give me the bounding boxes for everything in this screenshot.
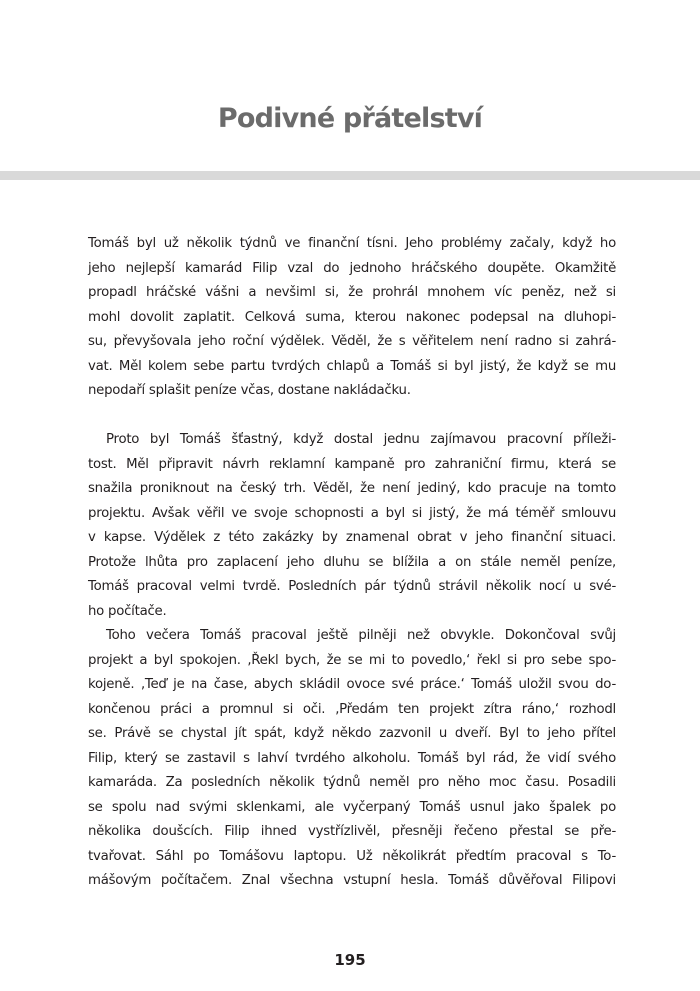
header-divider bbox=[0, 171, 700, 180]
paragraph bbox=[88, 624, 616, 894]
text-line: projektu. Avšak věřil ve svoje schopnosti a byl si jistý, že má téměř smlouvu bbox=[88, 505, 616, 521]
text-line: Tomáš byl už několik týdnů ve finanční tísni. Jeho problémy začaly, když ho bbox=[88, 236, 616, 251]
text-line: ho počítače. bbox=[88, 603, 167, 619]
text-line: několika doušcích. Filip ihned vystřízlivěl, přesněji řečeno přestal se pře- bbox=[88, 824, 616, 839]
paragraph-spacer bbox=[88, 404, 616, 429]
text-line: tost. Měl připravit návrh reklamní kampaně pro zahraniční firmu, která se bbox=[88, 456, 616, 472]
text-line: projekt a byl spokojen. ‚Řekl bych, že se mi to povedlo,‘ řekl si pro sebe spo- bbox=[88, 652, 616, 668]
paragraph bbox=[88, 428, 616, 624]
chapter-header bbox=[0, 0, 700, 171]
text-line: Tomáš pracoval velmi tvrdě. Posledních pár týdnů strávil několik nocí u své- bbox=[88, 579, 616, 594]
text-line: končenou práci a promnul si oči. ‚Předám ten projekt zítra ráno,‘ rozhodl bbox=[88, 701, 616, 717]
text-line: Filip, který se zastavil s lahví tvrdého alkoholu. Tomáš byl rád, že vidí svého bbox=[88, 750, 616, 766]
text-line: propadl hráčské vášni a nevšiml si, že prohrál mnohem víc peněz, než si bbox=[88, 285, 616, 300]
text-line: snažila proniknout na český trh. Věděl, že není jediný, kdo pracuje na tomto bbox=[88, 481, 616, 496]
body-text bbox=[88, 232, 616, 894]
text-line: mášovým počítačem. Znal všechna vstupní hesla. Tomáš důvěřoval Filipovi bbox=[88, 873, 616, 888]
page-number: 195 bbox=[334, 951, 366, 969]
text-line: nepodaří splašit peníze včas, dostane nakládačku. bbox=[88, 383, 411, 398]
paragraph bbox=[88, 232, 616, 404]
text-line: vat. Měl kolem sebe partu tvrdých chlapů a Tomáš si byl jistý, že když se mu bbox=[88, 358, 616, 374]
text-line: jeho nejlepší kamarád Filip vzal do jednoho hráčského doupěte. Okamžitě bbox=[88, 260, 616, 276]
text-line: kamaráda. Za posledních několik týdnů neměl pro něho moc času. Posadili bbox=[88, 775, 616, 790]
text-line: Protože lhůta pro zaplacení jeho dluhu se blížila a on stále neměl peníze, bbox=[88, 554, 616, 570]
text-line: v kapse. Výdělek z této zakázky by znamenal obrat v jeho finanční situaci. bbox=[88, 530, 616, 545]
text-line: su, převyšovala jeho roční výdělek. Věděl, že s věřitelem není radno si zahrá- bbox=[88, 334, 616, 349]
text-line: Proto byl Tomáš šťastný, když dostal jednu zajímavou pracovní příleži- bbox=[106, 432, 616, 447]
text-line: kojeně. ‚Teď je na čase, abych skládil ovoce své práce.‘ Tomáš uložil svou do- bbox=[88, 677, 616, 692]
chapter-title: Podivné přátelství bbox=[217, 103, 483, 134]
text-line: se spolu nad svými sklenkami, ale vyčerpaný Tomáš usnul jako špalek po bbox=[88, 799, 616, 815]
text-line: se. Právě se chystal jít spát, když někdo zazvonil u dveří. Byl to jeho přítel bbox=[88, 726, 616, 741]
text-line: tvařovat. Sáhl po Tomášovu laptopu. Už několikrát předtím pracoval s To- bbox=[88, 848, 616, 864]
text-line: mohl dovolit zaplatit. Celková suma, kterou nakonec podepsal na dluhopi- bbox=[88, 309, 616, 325]
text-line: Toho večera Tomáš pracoval ještě pilněji než obvykle. Dokončoval svůj bbox=[106, 628, 616, 643]
